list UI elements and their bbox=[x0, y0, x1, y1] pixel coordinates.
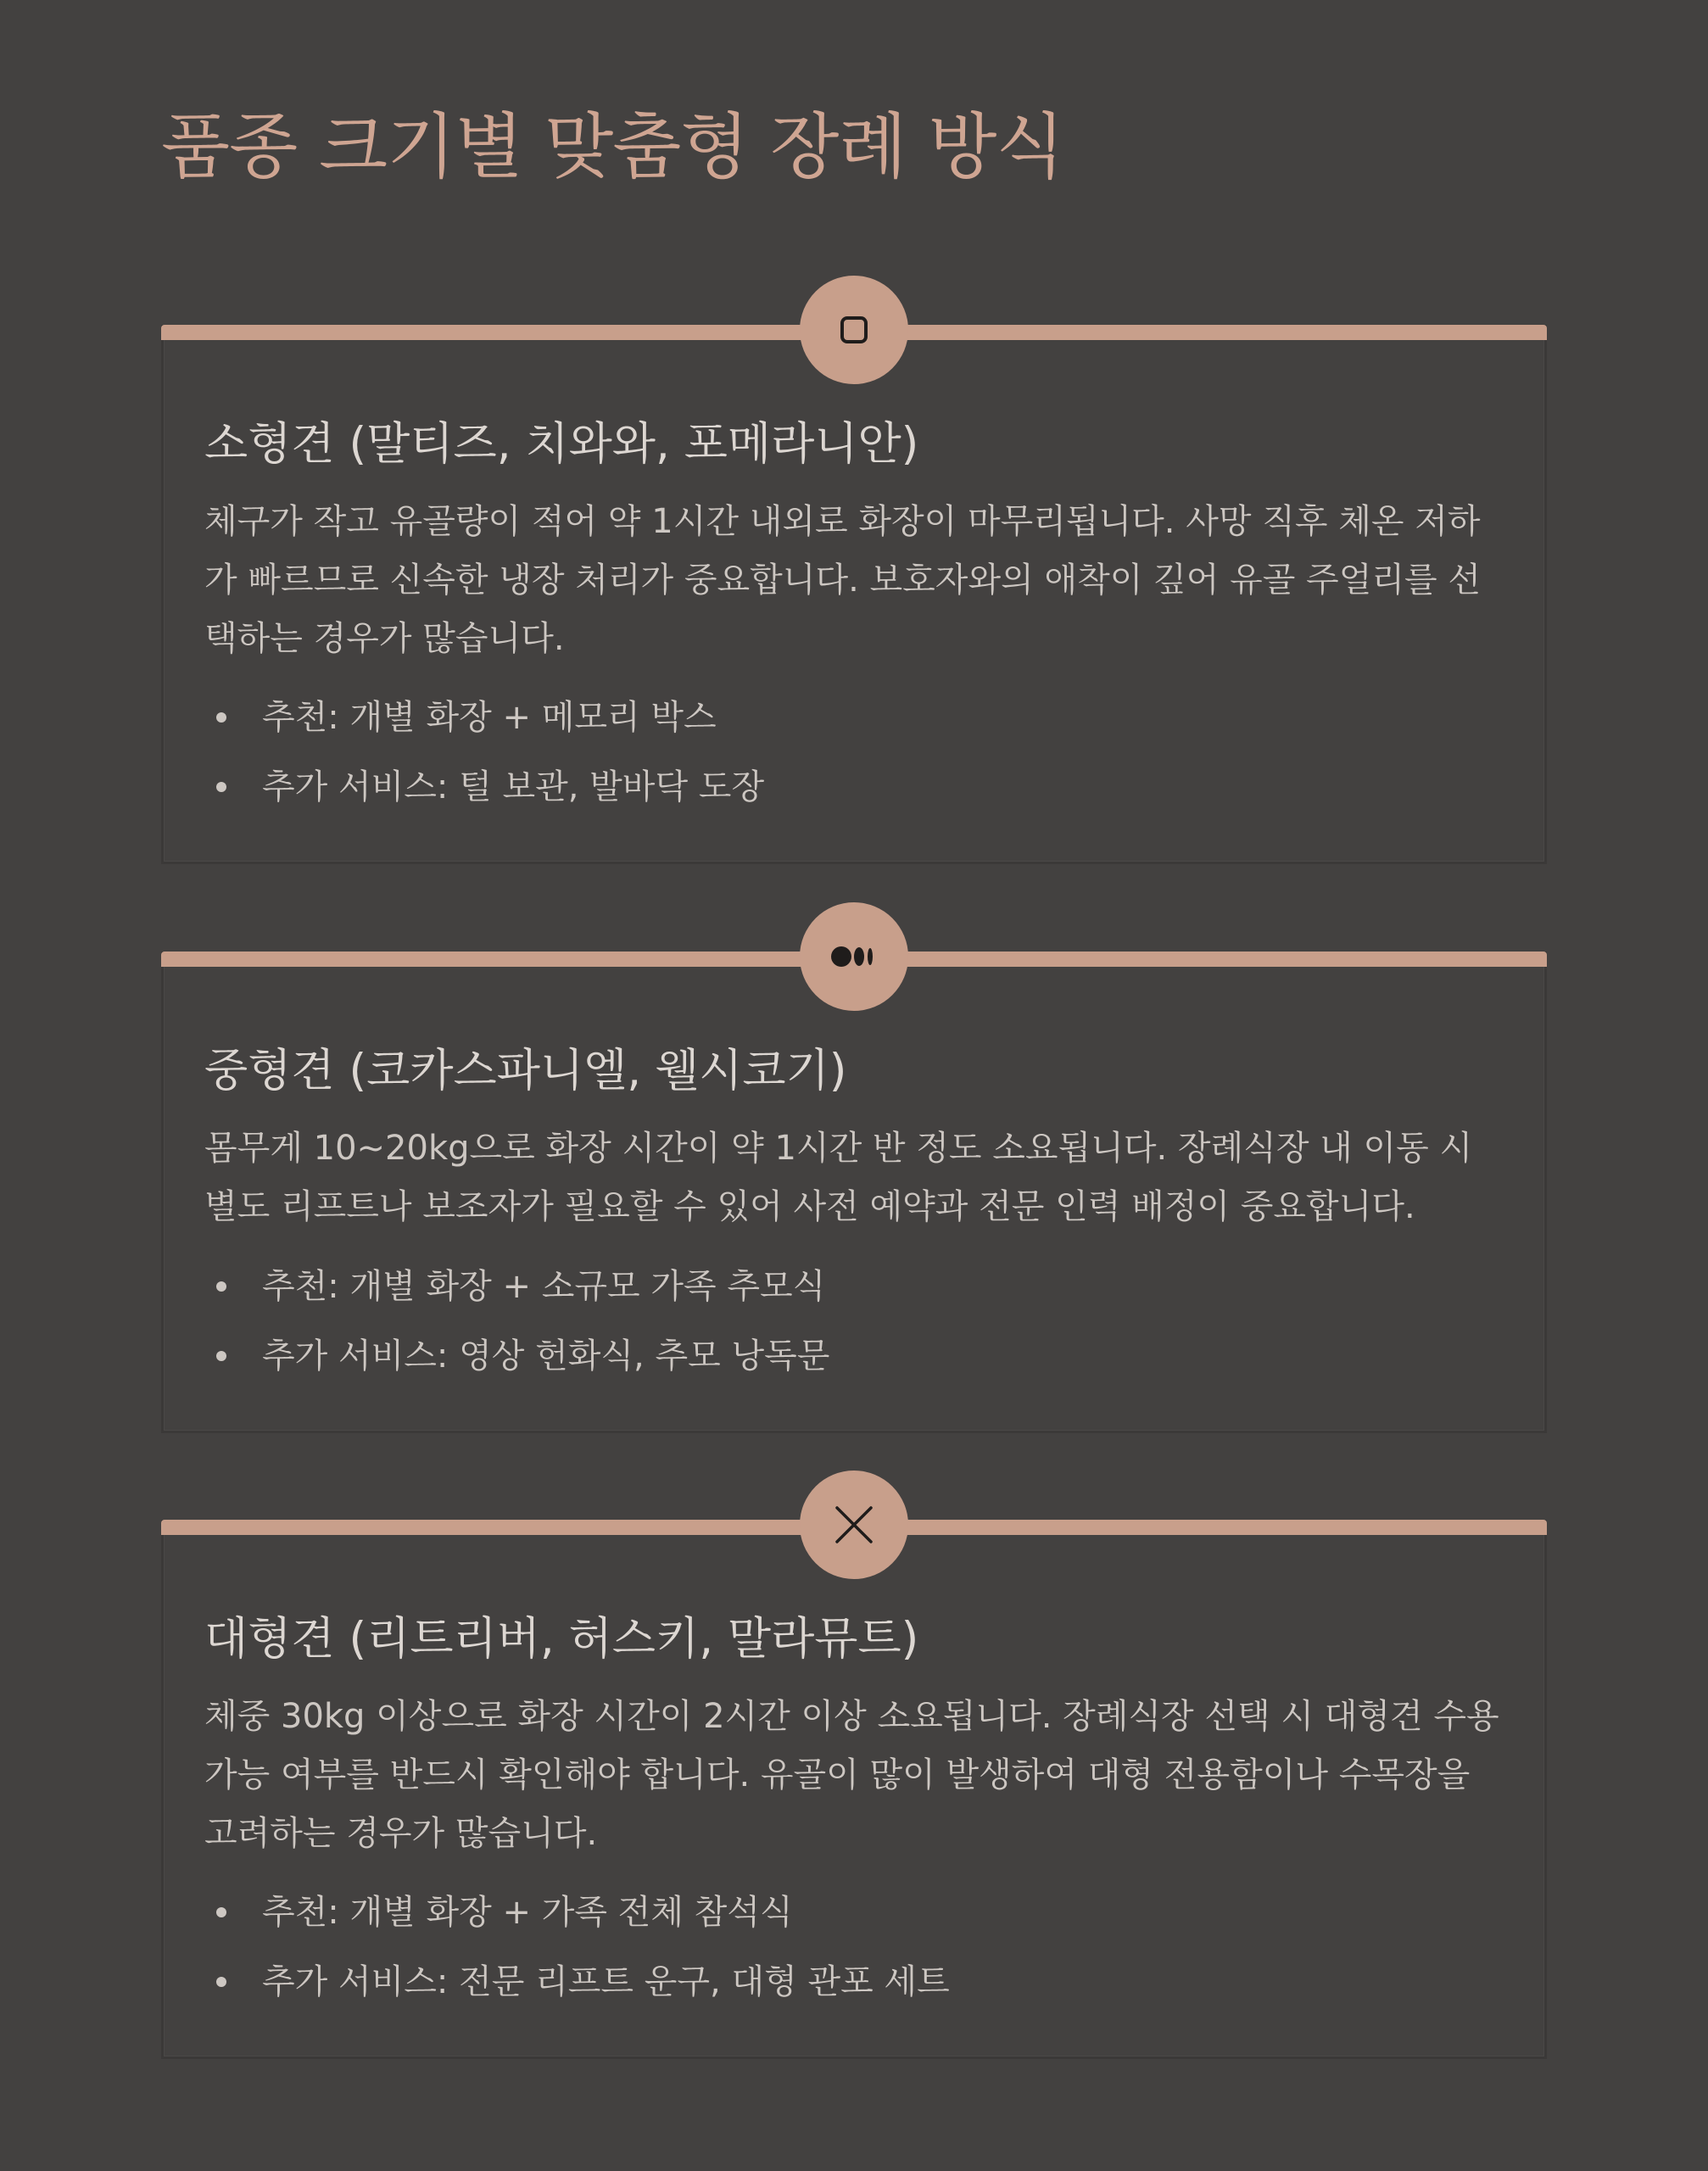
bullet-icon bbox=[216, 1907, 226, 1917]
square-icon bbox=[837, 313, 871, 347]
list-item-text: 추가 서비스: 전문 리프트 운구, 대형 관포 세트 bbox=[262, 1962, 950, 2001]
card-list bbox=[204, 1878, 1504, 2017]
bullet-icon bbox=[216, 1281, 226, 1292]
bullet-icon bbox=[216, 782, 226, 792]
badge-medium-dots-icon bbox=[800, 902, 908, 1011]
card-medium-dog bbox=[161, 952, 1547, 1433]
card-description: 몸무게 10~20kg으로 화장 시간이 약 1시간 반 정도 소요됩니다. 장례식장 내 이동 시 별도 리프트나 보조자가 필요할 수 있어 사전 예약과 전문 인력 배정이 중요합니다. bbox=[204, 1129, 1473, 1226]
page-title: 품종 크기별 맞춤형 장례 방식 bbox=[161, 105, 1064, 188]
list-item bbox=[204, 752, 1504, 822]
list-item bbox=[204, 1878, 1504, 1947]
bullet-icon bbox=[216, 712, 226, 723]
card-small-dog bbox=[161, 325, 1547, 864]
list-item bbox=[204, 1321, 1504, 1391]
x-icon bbox=[834, 1504, 874, 1545]
list-item bbox=[204, 683, 1504, 752]
card-list bbox=[204, 1252, 1504, 1391]
card-title: 중형견 (코카스파니엘, 웰시코기) bbox=[204, 1045, 847, 1097]
list-item-text: 추천: 개별 화장 + 소규모 가족 추모식 bbox=[262, 1267, 826, 1306]
bullet-icon bbox=[216, 1977, 226, 1987]
list-item bbox=[204, 1252, 1504, 1321]
card-large-dog bbox=[161, 1520, 1547, 2059]
list-item-text: 추천: 개별 화장 + 가족 전체 참석식 bbox=[262, 1893, 793, 1932]
card-title: 소형견 (말티즈, 치와와, 포메라니안) bbox=[204, 418, 919, 470]
card-list bbox=[204, 683, 1504, 822]
list-item-text: 추가 서비스: 영상 헌화식, 추모 낭독문 bbox=[262, 1337, 830, 1376]
bullet-icon bbox=[216, 1351, 226, 1361]
badge-x-icon bbox=[800, 1471, 908, 1579]
card-description: 체중 30kg 이상으로 화장 시간이 2시간 이상 소요됩니다. 장례식장 선택 시 대형견 수용 가능 여부를 반드시 확인해야 합니다. 유골이 많이 발생하여 대형 전용함이나 수목장을 고려하는 경우가 많습니다. bbox=[204, 1697, 1499, 1853]
list-item bbox=[204, 1947, 1504, 2017]
card-description: 체구가 작고 유골량이 적어 약 1시간 내외로 화장이 마무리됩니다. 사망 직후 체온 저하가 빠르므로 신속한 냉장 처리가 중요합니다. 보호자와의 애착이 깊어 유골 주얼리를 선택하는 경우가 많습니다. bbox=[204, 502, 1481, 658]
medium-dots-icon bbox=[830, 943, 878, 970]
card-title: 대형견 (리트리버, 허스키, 말라뮤트) bbox=[204, 1613, 919, 1665]
list-item-text: 추천: 개별 화장 + 메모리 박스 bbox=[262, 698, 717, 737]
badge-square-icon bbox=[800, 276, 908, 384]
list-item-text: 추가 서비스: 털 보관, 발바닥 도장 bbox=[262, 767, 765, 806]
